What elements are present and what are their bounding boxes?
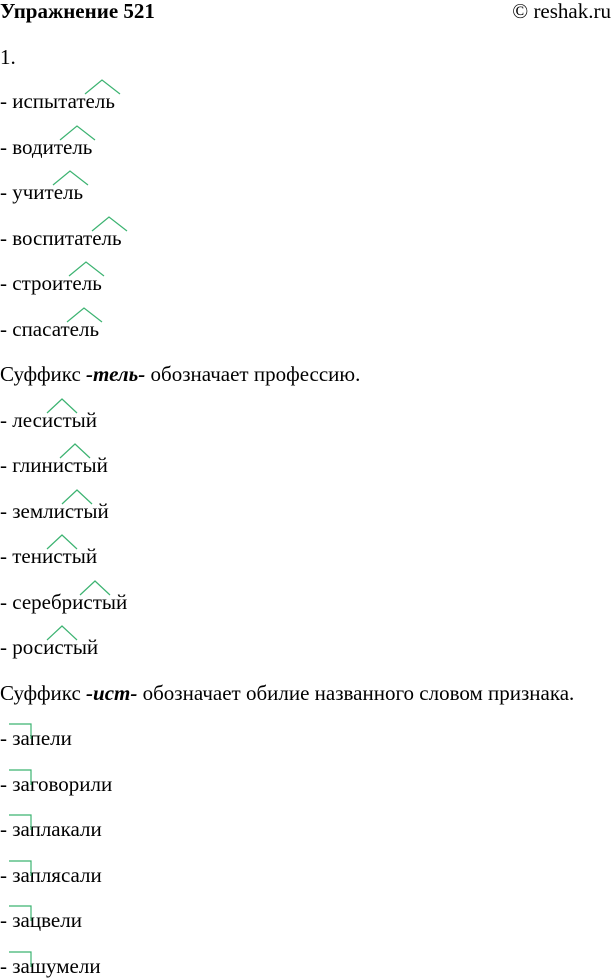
list-item: - спасатель	[0, 317, 100, 341]
list-item: - глинистый	[0, 453, 108, 477]
list-item: - заговорили	[0, 772, 113, 796]
list-item: - росистый	[0, 635, 99, 659]
list-item: - землистый	[0, 499, 109, 523]
exercise-title: Упражнение 521	[0, 0, 155, 23]
summary-sentence	[0, 681, 574, 705]
list-item: - строитель	[0, 271, 102, 295]
list-item: - лесистый	[0, 408, 97, 432]
list-item: - заплясали	[0, 863, 102, 887]
summary-sentence	[0, 362, 360, 386]
section-number: 1.	[0, 45, 16, 69]
list-item: - испытатель	[0, 89, 115, 113]
summary-text: обозначает профессию.	[145, 362, 361, 386]
summary-text: обозначает обилие названного словом признака.	[137, 681, 575, 705]
suffix-highlight: -ист-	[86, 681, 138, 705]
suffix-highlight: -тель-	[86, 362, 146, 386]
list-item: - зашумели	[0, 954, 101, 978]
summary-text: Суффикс	[0, 362, 87, 386]
list-item: - тенистый	[0, 544, 98, 568]
list-item: - запели	[0, 726, 72, 750]
list-item: - заплакали	[0, 817, 102, 841]
copyright-label: © reshak.ru	[512, 0, 611, 23]
list-item: - воспитатель	[0, 226, 122, 250]
list-item: - зацвели	[0, 908, 82, 932]
list-item: - учитель	[0, 180, 84, 204]
list-item: - водитель	[0, 135, 93, 159]
summary-text: Суффикс	[0, 681, 87, 705]
list-item: - серебристый	[0, 590, 128, 614]
